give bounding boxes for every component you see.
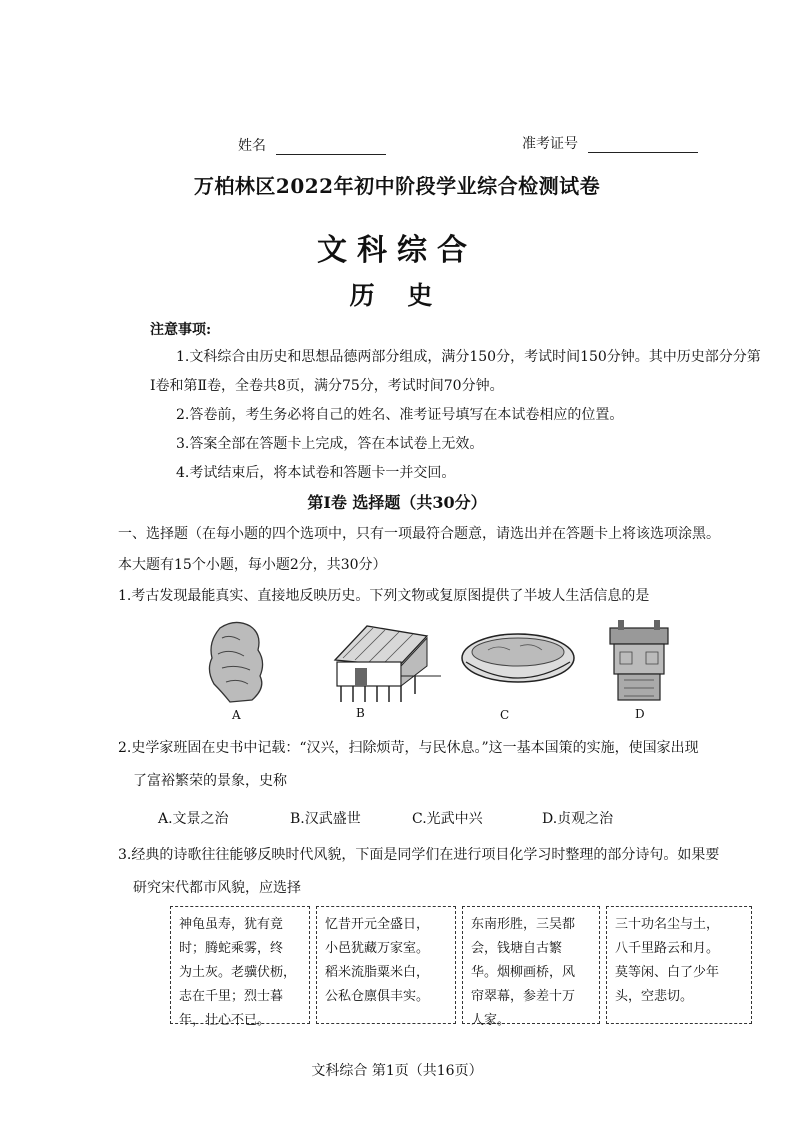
sub-subject-title: 历 史 (349, 281, 445, 310)
id-underline (588, 138, 698, 153)
poem-line: 华。烟柳画桥，风 (471, 965, 576, 980)
id-field (522, 133, 698, 153)
poem-line: 志在千里；烈士暮 (179, 989, 284, 1004)
option-b-image (315, 620, 445, 710)
poem-line: 忆昔开元全盛日， (325, 917, 430, 932)
note-item: 4.考试结束后，将本试卷和答题卡一并交回。 (176, 465, 456, 481)
option-a-label: A (232, 708, 241, 722)
poem-line: 小邑犹藏万家室。 (325, 941, 430, 956)
poem-line: 三十功名尘与土， (615, 917, 720, 932)
option-c-image (458, 622, 578, 702)
q2-option-d: D.贞观之治 (542, 811, 614, 827)
poem-box-d (606, 906, 752, 1024)
id-label: 准考证号 (522, 136, 578, 152)
poem-line: 时；腾蛇乘雾，终 (179, 941, 284, 956)
note-item: Ⅰ卷和第Ⅱ卷，全卷共8页，满分75分，考试时间70分钟。 (150, 378, 504, 394)
q2-option-c: C.光武中兴 (412, 811, 483, 827)
note-item: 3.答案全部在答题卡上完成，答在本试卷上无效。 (176, 436, 484, 452)
exam-title: 万柏林区2022年初中阶段学业综合检测试卷 (193, 174, 601, 198)
option-c-label: C (500, 708, 510, 722)
note-item: 1.文科综合由历史和思想品德两部分组成，满分150分，考试时间150分钟。其中历史部分分第 (176, 349, 761, 365)
poem-line: 稻米流脂粟米白， (325, 965, 430, 980)
poem-box-c (462, 906, 600, 1028)
poem-line: 帘翠幕，参差十万 (471, 989, 576, 1004)
option-d-label: D (635, 707, 645, 721)
instruction-line: 一、选择题（在每小题的四个选项中，只有一项最符合题意，请选出并在答题卡上将该选项涂黑。 (118, 526, 720, 542)
option-a-image (200, 618, 270, 708)
poem-line: 头，空悲切。 (615, 989, 694, 1004)
notes-heading: 注意事项: (150, 322, 212, 338)
question-3-text-cont: 研究宋代都市风貌，应选择 (133, 880, 301, 896)
poem-line: 东南形胜，三吴都 (471, 917, 576, 932)
subject-title: 文科综合 (317, 233, 477, 268)
option-b-label: B (356, 706, 365, 720)
option-d-image (604, 618, 674, 708)
question-2-text-cont: 了富裕繁荣的景象，史称 (133, 773, 287, 789)
poem-line: 莫等闲、白了少年 (615, 965, 720, 980)
poem-line: 八千里路云和月。 (615, 941, 720, 956)
page-footer: 文科综合 第1页（共16页） (311, 1063, 483, 1079)
poem-line: 人家。 (471, 1013, 511, 1028)
poem-box-a (170, 906, 310, 1028)
question-2-text: 2.史学家班固在史书中记载：“汉兴，扫除烦苛，与民休息。”这一基本国策的实施，使国家出现 (118, 740, 699, 756)
q2-option-b: B.汉武盛世 (290, 811, 361, 827)
q2-option-a: A.文景之治 (158, 811, 229, 827)
poem-box-b (316, 906, 456, 1024)
poem-line: 会，钱塘自古繁 (471, 941, 563, 956)
name-label: 姓名 (238, 138, 266, 154)
poem-line: 神龟虽寿，犹有竟 (179, 917, 284, 932)
name-field (238, 135, 386, 155)
question-1-text: 1.考古发现最能真实、直接地反映历史。下列文物或复原图提供了半坡人生活信息的是 (118, 588, 650, 604)
note-item: 2.答卷前，考生务必将自己的姓名、准考证号填写在本试卷相应的位置。 (176, 407, 624, 423)
section-title: 第Ⅰ卷 选择题（共30分） (307, 493, 487, 512)
instruction-line: 本大题有15个小题，每小题2分，共30分） (118, 557, 387, 573)
poem-line: 为土灰。老骥伏枥， (179, 965, 297, 980)
name-underline (276, 140, 386, 155)
poem-line: 公私仓廪俱丰实。 (325, 989, 430, 1004)
poem-line: 年，壮心不已。 (179, 1013, 271, 1028)
question-3-text: 3.经典的诗歌往往能够反映时代风貌，下面是同学们在进行项目化学习时整理的部分诗句。如果要 (118, 847, 720, 863)
